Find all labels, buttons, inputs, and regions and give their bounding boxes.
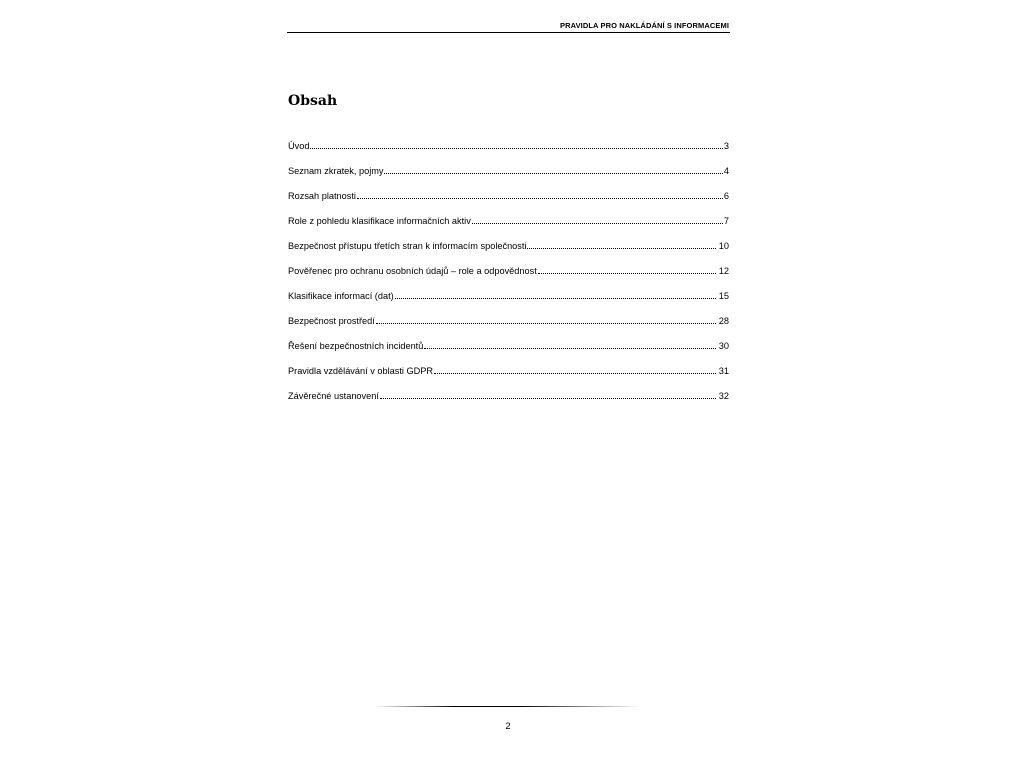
toc-entry-page: 7: [723, 216, 729, 226]
toc-entry-klasifikace-informaci[interactable]: [288, 291, 729, 316]
toc-entry-bezpecnost-pristupu[interactable]: [288, 241, 729, 266]
toc-entry-label: Pověřenec pro ochranu osobních údajů – role a odpovědnost: [288, 266, 537, 276]
toc-entry-poverenec[interactable]: [288, 266, 729, 291]
toc-dot-leader: [527, 241, 715, 249]
toc-entry-page: 30: [718, 341, 729, 351]
toc-entry-label: Úvod: [288, 141, 310, 151]
toc-entry-label: Rozsah platnosti: [288, 191, 356, 201]
toc-entry-label: Řešení bezpečnostních incidentů: [288, 341, 424, 351]
toc-entry-zaverecne-ustanoveni[interactable]: [288, 391, 729, 416]
toc-dot-leader: [395, 291, 716, 299]
toc-entry-page: 32: [718, 391, 729, 401]
toc-dot-leader: [434, 366, 716, 374]
toc-entry-reseni-incidentu[interactable]: [288, 341, 729, 366]
toc-dot-leader: [310, 141, 722, 149]
page-number: 2: [505, 721, 511, 732]
toc-entry-label: Pravidla vzdělávání v oblasti GDPR: [288, 366, 434, 376]
toc-entry-page: 10: [718, 241, 729, 251]
toc-dot-leader: [472, 216, 723, 224]
toc-entry-bezpecnost-prostredi[interactable]: [288, 316, 729, 341]
table-of-contents: [288, 141, 729, 416]
toc-entry-label: Klasifikace informací (dat): [288, 291, 394, 301]
toc-entry-seznam-zkratek[interactable]: [288, 166, 729, 191]
toc-entry-label: Seznam zkratek, pojmy: [288, 166, 384, 176]
toc-entry-rozsah-platnosti[interactable]: [288, 191, 729, 216]
footer-rule: [375, 706, 640, 707]
toc-entry-page: 15: [718, 291, 729, 301]
toc-entry-label: Bezpečnost prostředí: [288, 316, 375, 326]
running-header-title: PRAVIDLA PRO NAKLÁDÁNÍ S INFORMACEMI: [559, 21, 729, 30]
toc-dot-leader: [357, 191, 723, 199]
toc-entry-uvod[interactable]: [288, 141, 729, 166]
toc-dot-leader: [384, 166, 722, 174]
toc-entry-page: 4: [723, 166, 729, 176]
toc-entry-label: Role z pohledu klasifikace informačních aktiv: [288, 216, 471, 226]
toc-entry-page: 28: [718, 316, 729, 326]
toc-dot-leader: [380, 391, 716, 399]
toc-entry-role-klasifikace[interactable]: [288, 216, 729, 241]
toc-entry-pravidla-vzdelavani[interactable]: [288, 366, 729, 391]
toc-entry-page: 3: [723, 141, 729, 151]
toc-entry-label: Závěrečné ustanovení: [288, 391, 379, 401]
toc-dot-leader: [376, 316, 716, 324]
toc-heading: Obsah: [288, 93, 338, 109]
header-rule: [287, 32, 730, 33]
toc-entry-page: 31: [718, 366, 729, 376]
toc-dot-leader: [538, 266, 716, 274]
toc-entry-page: 12: [718, 266, 729, 276]
toc-entry-page: 6: [723, 191, 729, 201]
toc-entry-label: Bezpečnost přístupu třetích stran k informacím společnosti: [288, 241, 527, 251]
toc-dot-leader: [424, 341, 715, 349]
